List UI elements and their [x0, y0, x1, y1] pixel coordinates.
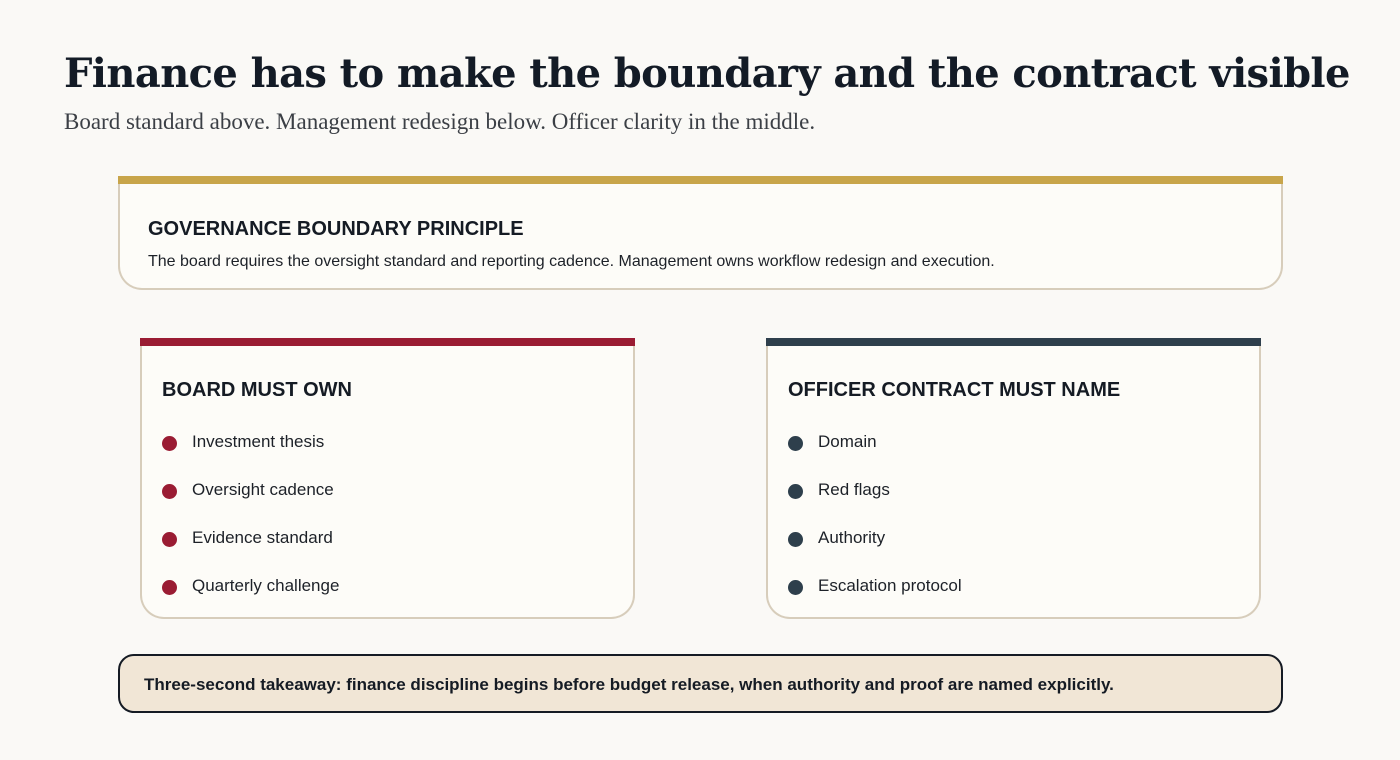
board-card-heading: BOARD MUST OWN	[162, 379, 352, 401]
page-subtitle: Board standard above. Management redesign below. Officer clarity in the middle.	[64, 109, 816, 134]
board-card-box	[140, 346, 635, 619]
list-item-label: Oversight cadence	[192, 480, 334, 499]
bullet-dot-icon	[788, 580, 803, 595]
governance-principle-panel	[118, 176, 1283, 290]
list-item	[788, 574, 962, 622]
principle-body: The board requires the oversight standard and reporting cadence. Management owns workflow redesign and execution.	[148, 253, 995, 270]
list-item-label: Evidence standard	[192, 528, 333, 547]
list-item-label: Domain	[818, 432, 877, 451]
bullet-dot-icon	[162, 436, 177, 451]
list-item-label: Escalation protocol	[818, 576, 962, 595]
bullet-dot-icon	[788, 484, 803, 499]
officer-card-box	[766, 346, 1261, 619]
list-item	[162, 574, 339, 622]
bullet-dot-icon	[788, 436, 803, 451]
list-item	[162, 430, 339, 478]
page-title: Finance has to make the boundary and the contract visible	[64, 50, 1350, 97]
takeaway-callout	[118, 654, 1283, 713]
list-item	[788, 478, 962, 526]
board-must-own-card	[140, 338, 635, 619]
officer-card-heading: OFFICER CONTRACT MUST NAME	[788, 379, 1121, 401]
bullet-dot-icon	[788, 532, 803, 547]
takeaway-text: Three-second takeaway: finance discipline begins before budget release, when authority and proof are named explicitly.	[144, 675, 1114, 694]
bullet-dot-icon	[162, 484, 177, 499]
list-item	[788, 526, 962, 574]
officer-item-list	[788, 430, 962, 622]
list-item	[788, 430, 962, 478]
list-item	[162, 526, 339, 574]
bullet-dot-icon	[162, 580, 177, 595]
board-item-list	[162, 430, 339, 622]
bullet-dot-icon	[162, 532, 177, 547]
principle-heading: GOVERNANCE BOUNDARY PRINCIPLE	[148, 218, 524, 240]
officer-contract-card	[766, 338, 1261, 619]
list-item-label: Authority	[818, 528, 886, 547]
list-item-label: Red flags	[818, 480, 890, 499]
list-item	[162, 478, 339, 526]
principle-box	[118, 184, 1283, 290]
list-item-label: Investment thesis	[192, 432, 325, 451]
list-item-label: Quarterly challenge	[192, 576, 340, 595]
